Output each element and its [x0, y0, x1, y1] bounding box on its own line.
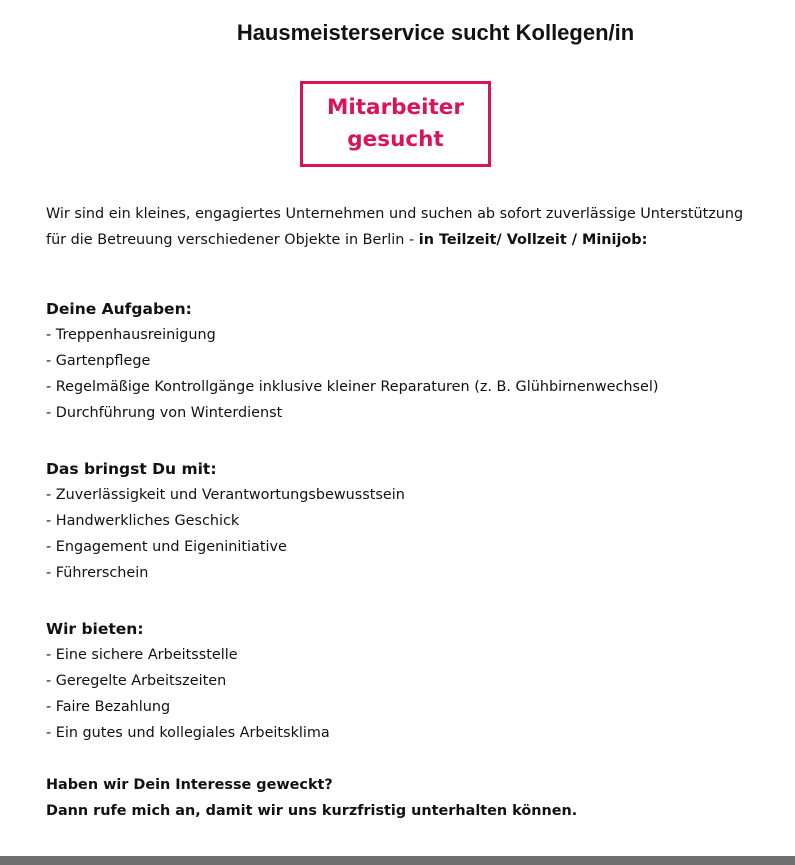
job-ad-body: [46, 201, 766, 824]
list-item: - Geregelte Arbeitszeiten: [46, 673, 227, 689]
intro-employment-types: in Teilzeit/ Vollzeit / Minijob:: [418, 232, 648, 248]
closing-section: [46, 772, 766, 824]
list-item: - Führerschein: [46, 565, 149, 581]
list-item: - Regelmäßige Kontrollgänge inklusive kleiner Reparaturen (z. B. Glühbirnenwechsel): [46, 379, 659, 395]
list-item: - Durchführung von Winterdienst: [46, 405, 283, 421]
list-item: - Engagement und Eigeninitiative: [46, 539, 287, 555]
offer-section: [46, 616, 766, 746]
stamp-line-1: Mitarbeiter: [327, 95, 464, 120]
offer-heading: Wir bieten:: [46, 620, 144, 638]
requirements-section: [46, 456, 766, 586]
closing-line-1: Haben wir Dein Interesse geweckt?: [46, 777, 333, 793]
bottom-scrollbar-strip: [0, 856, 795, 865]
requirements-heading: Das bringst Du mit:: [46, 460, 217, 478]
offer-list: [46, 642, 766, 746]
list-item: - Gartenpflege: [46, 353, 151, 369]
closing-line-2: Dann rufe mich an, damit wir uns kurzfristig unterhalten können.: [46, 803, 578, 819]
tasks-section: [46, 296, 766, 426]
stamp-line-2: gesucht: [347, 127, 444, 152]
list-item: - Treppenhausreinigung: [46, 327, 216, 343]
requirements-list: [46, 482, 766, 586]
intro-text: Wir sind ein kleines, engagiertes Unternehmen und suchen ab sofort zuverlässige Unterstützung für die Betreuung verschiedener Objekte in Berlin -: [46, 206, 744, 248]
list-item: - Eine sichere Arbeitsstelle: [46, 647, 238, 663]
tasks-heading: Deine Aufgaben:: [46, 300, 192, 318]
list-item: - Ein gutes und kollegiales Arbeitsklima: [46, 725, 330, 741]
list-item: - Zuverlässigkeit und Verantwortungsbewusstsein: [46, 487, 405, 503]
list-item: - Faire Bezahlung: [46, 699, 171, 715]
mitarbeiter-gesucht-stamp: [300, 81, 491, 167]
page-title: Hausmeisterservice sucht Kollegen/in: [236, 20, 635, 45]
intro-paragraph: [46, 201, 766, 253]
list-item: - Handwerkliches Geschick: [46, 513, 240, 529]
tasks-list: [46, 322, 766, 426]
